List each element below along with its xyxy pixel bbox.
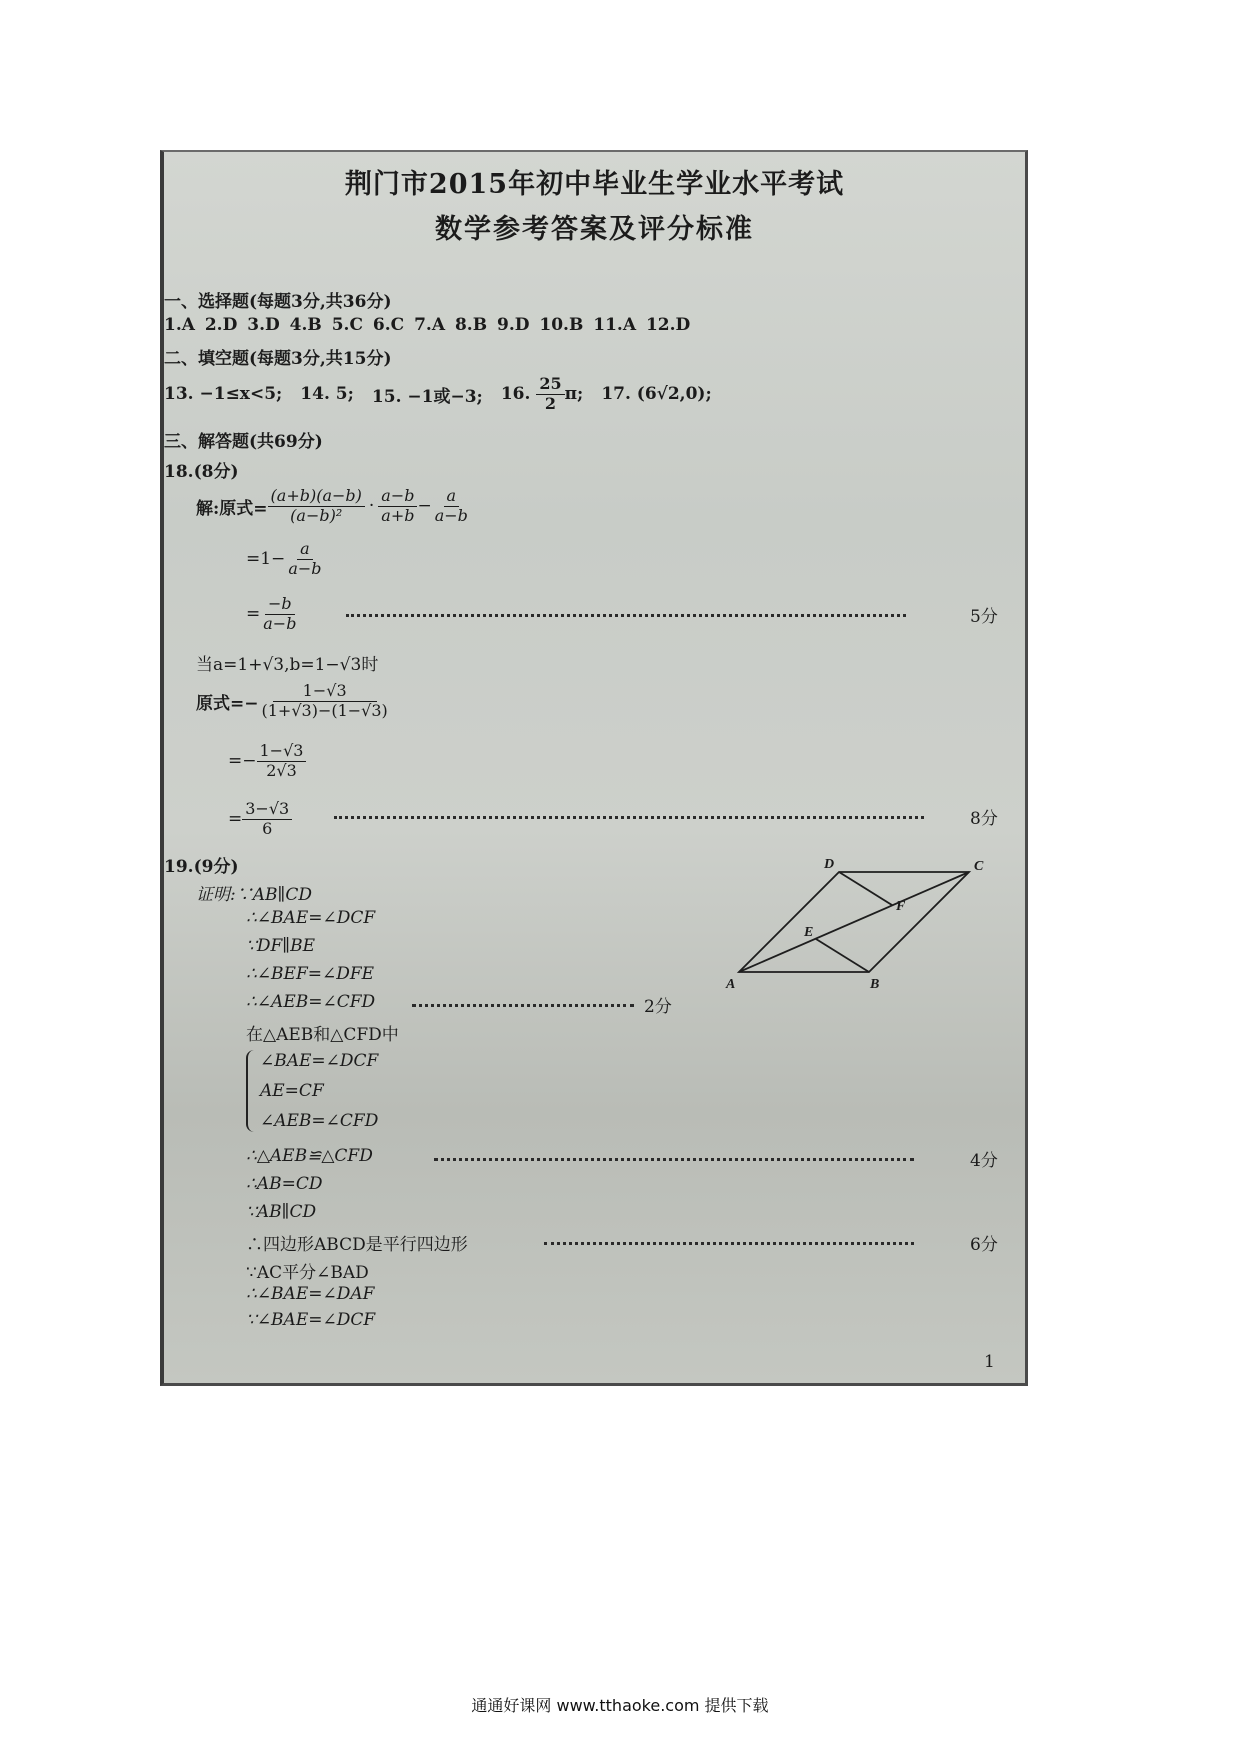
q19-brace-group [246,1046,466,1138]
q18-step6-fraction [242,798,292,838]
q18-step2-fraction [285,538,324,578]
q19-line-16: ∵∠BAE=∠DCF [246,1310,376,1330]
q19-line-9: ∠AEB=∠CFD [260,1111,379,1131]
q19-score-6-leader [544,1242,914,1245]
q19-line-15: ∴∠BAE=∠DAF [246,1284,375,1304]
q18-score2-leader [334,816,924,819]
q19-line-8: AE=CF [260,1081,324,1101]
q18-step2 [246,537,325,581]
q19-line-11: ∴AB=CD [246,1174,323,1194]
q19-line-3: ∵DF∥BE [246,936,315,956]
q18-step4 [196,677,391,725]
q18-step1-f1-num: (a+b)(a−b) [268,488,365,507]
section3-header: 三、解答题(共69分) [164,432,323,452]
q18-step3 [246,592,299,636]
q18-step6-den: 6 [262,818,273,838]
q18-step1-f3-num: a [444,488,460,507]
q18-step1-fraction2 [378,485,417,525]
answer-14: 14. 5; [300,384,354,404]
q18-step6-num: 3−√3 [242,801,292,820]
q18-step1-f2-num: a−b [378,488,417,507]
q18-step5-num: 1−√3 [257,743,307,762]
q19-line-10: ∴△AEB≌△CFD [246,1146,373,1166]
q18-step1-fraction1 [268,485,365,525]
q18-step3-num: −b [265,596,295,615]
point-label-f: F [896,899,906,914]
answer-13: 13. −1≤x<5; [164,384,283,404]
q18-step3-prefix: = [246,604,261,624]
point-label-e: E [804,925,814,940]
q19-score-4-leader [434,1158,914,1161]
q19-score-2-leader [412,1004,634,1007]
answer-16-numerator: 25 [536,376,564,395]
section1-answers: 1.A 2.D 3.D 4.B 5.C 6.C 7.A 8.B 9.D 10.B 11.A 12.D [164,315,691,335]
q19-line-13: ∴四边形ABCD是平行四边形 [246,1235,468,1255]
q18-step3-fraction [260,593,299,633]
vertex-label-a: A [726,977,736,992]
q19-line-14: ∵AC平分∠BAD [246,1263,369,1283]
q19-score-6: 6分 [970,1235,998,1255]
parallelogram-diagram [724,852,1014,992]
q18-score1-leader [346,614,906,617]
q18-score1: 5分 [970,607,998,627]
q18-step4-num: 1−√3 [273,683,377,702]
q18-step3-den: a−b [263,613,297,633]
q19-score-2: 2分 [644,997,672,1017]
q18-step4-fraction [259,680,391,720]
q19-line-12: ∵AB∥CD [246,1202,317,1222]
q18-step1-f3-den: a−b [434,505,468,525]
q18-step2-num: a [297,541,313,560]
q18-step1-label: 解:原式= [196,498,268,519]
segment-df [839,872,892,905]
q19-score-4: 4分 [970,1151,998,1171]
q18-step4-den: (1+√3)−(1−√3) [261,700,388,720]
footer-credit: 通通好课网 www.tthaoke.com 提供下载 [471,1696,769,1715]
q19-line-1: 证明:∵AB∥CD [196,885,312,905]
q18-score2: 8分 [970,809,998,829]
q19-line-2: ∴∠BAE=∠DCF [246,908,376,928]
vertex-label-c: C [974,859,984,874]
title-line-2: 数学参考答案及评分标准 [435,214,754,245]
q18-step2-den: a−b [288,558,322,578]
q18-step1-dot: · [368,496,375,516]
answer-16 [500,373,584,413]
q18-substitution: 当a=1+√3,b=1−√3时 [196,655,379,675]
q19-header: 19.(9分) [164,857,239,877]
answer-16-label: 16. [500,383,531,404]
vertex-label-d: D [824,857,835,872]
diagonal-ac [739,872,969,972]
q19-line-5: ∴∠AEB=∠CFD [246,992,376,1012]
q19-brace [246,1050,258,1132]
q18-step6 [228,795,292,843]
q18-step1-f1-den: (a−b)² [290,505,343,525]
q19-line-7: ∠BAE=∠DCF [260,1051,379,1071]
q18-step5-prefix: =− [228,751,257,771]
q19-line-6: 在△AEB和△CFD中 [246,1025,399,1045]
q19-line-4: ∴∠BEF=∠DFE [246,964,375,984]
segment-be [816,939,869,972]
answer-16-denominator: 2 [544,393,557,413]
answer-17: 17. (6√2,0); [601,384,712,404]
section1-header: 一、选择题(每题3分,共36分) [164,292,392,312]
q18-step5-den: 2√3 [266,760,297,780]
section2-answers [164,374,712,414]
page-number: 1 [984,1352,995,1372]
answer-16-fraction [536,373,564,413]
q18-step1-minus: − [417,496,432,516]
section2-header: 二、填空题(每题3分,共15分) [164,349,392,369]
q18-step1-fraction3 [432,485,471,525]
scanned-answer-sheet-photo [160,150,1028,1386]
q18-step5-fraction [257,740,307,780]
q18-step1-f2-den: a+b [381,505,415,525]
q18-step6-prefix: = [228,809,243,829]
q18-step5 [228,737,306,785]
answer-15: 15. −1或−3; [371,386,483,407]
vertex-label-b: B [870,977,880,992]
answer-16-tail: π; [564,383,584,404]
q18-header: 18.(8分) [164,462,239,482]
q18-step4-label: 原式=− [196,693,259,714]
q18-step1 [196,482,471,530]
title-line-1: 荆门市2015年初中毕业生学业水平考试 [344,169,845,200]
q18-step2-prefix: =1− [246,549,286,569]
